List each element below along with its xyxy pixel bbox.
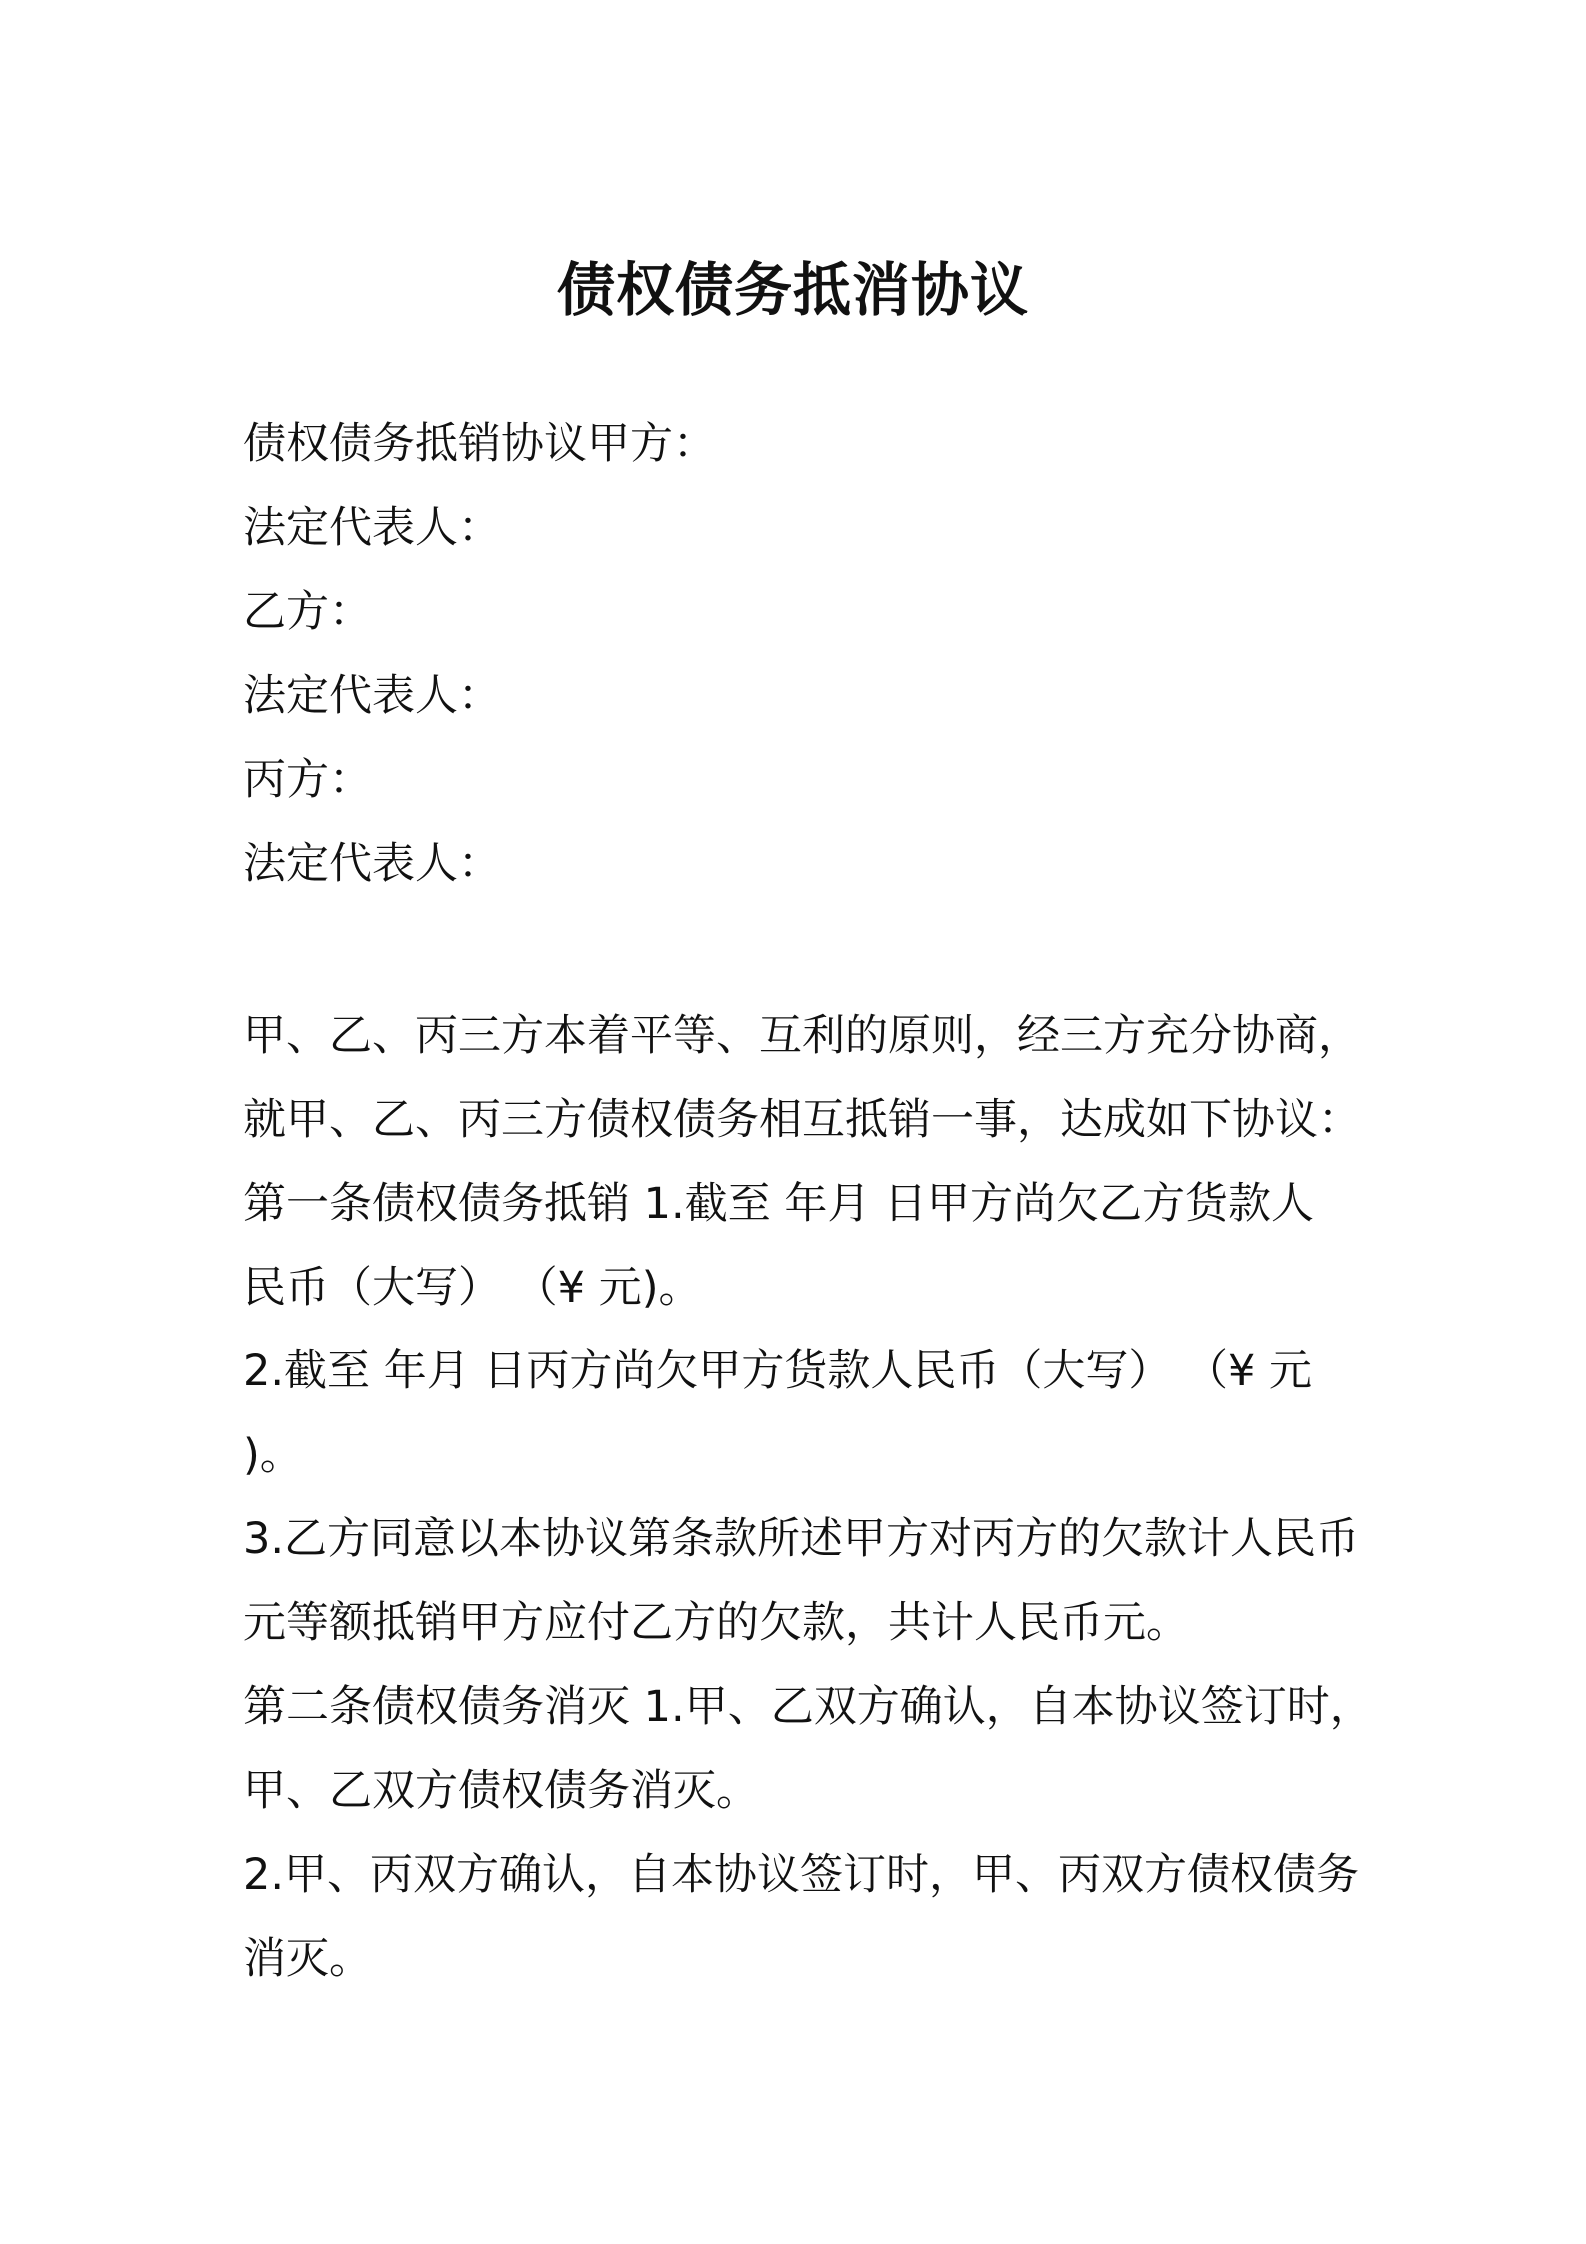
party-c-line: 丙方： — [243, 755, 372, 805]
party-a-representative-line: 法定代表人： — [243, 503, 501, 553]
body-line: 元等额抵销甲方应付乙方的欠款，共计人民币元。 — [243, 1598, 1189, 1648]
body-line: 甲、乙、丙三方本着平等、互利的原则，经三方充分协商， — [243, 1011, 1361, 1061]
party-c-representative-line: 法定代表人： — [243, 839, 501, 889]
party-a-line: 债权债务抵销协议甲方： — [243, 419, 716, 469]
body-line: 第二条债权债务消灭 1.甲、乙双方确认，自本协议签订时， — [243, 1682, 1373, 1732]
body-line: 甲、乙双方债权债务消灭。 — [243, 1766, 759, 1816]
body-line: )。 — [243, 1430, 303, 1480]
body-line: 3.乙方同意以本协议第条款所述甲方对丙方的欠款计人民币 — [243, 1514, 1360, 1564]
body-line: 2.甲、丙双方确认，自本协议签订时，甲、丙双方债权债务 — [243, 1850, 1360, 1900]
body-line: 民币（大写） （¥ 元)。 — [243, 1263, 702, 1313]
body-line: 第一条债权债务抵销 1.截至 年月 日甲方尚欠乙方货款人 — [243, 1179, 1315, 1229]
party-b-line: 乙方： — [243, 587, 372, 637]
body-line: 就甲、乙、丙三方债权债务相互抵销一事，达成如下协议： — [243, 1095, 1361, 1145]
body-line: 消灭。 — [243, 1934, 372, 1984]
body-line: 2.截至 年月 日丙方尚欠甲方货款人民币（大写） （¥ 元 — [243, 1346, 1313, 1396]
party-b-representative-line: 法定代表人： — [243, 671, 501, 721]
document-title: 债权债务抵消协议 — [556, 256, 1029, 324]
